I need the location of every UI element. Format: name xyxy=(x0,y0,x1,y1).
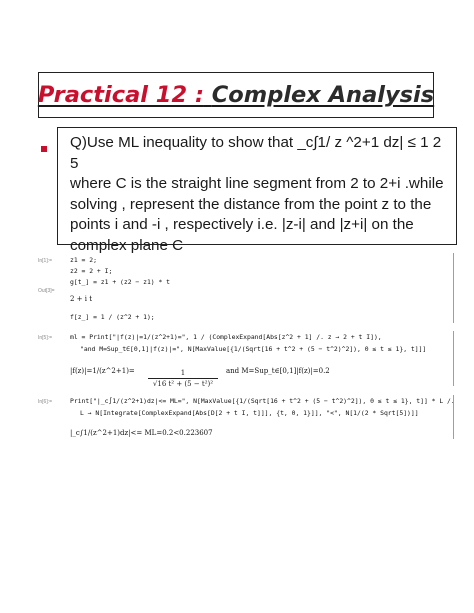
title-practical: Practical 12 : xyxy=(37,82,204,108)
question-box xyxy=(57,127,457,254)
fraction-denominator: √16 t² + (5 − t²)² xyxy=(152,380,214,388)
output-text: and M=Sup_t∈[0,1]|f(z)|=0.2 xyxy=(226,367,330,375)
fraction-bar xyxy=(148,378,218,379)
output-text: |f(z)|=1/(z^2+1)= xyxy=(70,367,135,375)
bullet-icon xyxy=(41,146,47,152)
question-line: complex plane C xyxy=(70,236,184,254)
title-subject: Complex Analysis xyxy=(211,82,435,108)
question-line: where C is the straight line segment from 2 to 2+i .while xyxy=(70,175,444,192)
code-line[interactable]: Print["|_c∫1/(z^2+1)dz|<= ML=", N[MaxValue[{1/(Sqrt[16 + t^2 + (5 − t^2)^2]), 0 ≤ t ≤ 1}, t]] * L /. xyxy=(70,397,455,405)
page-title xyxy=(38,82,434,108)
input-label: In[1]:= xyxy=(38,258,53,264)
code-line[interactable]: ml = Print["|f(z)|=1/(z^2+1)=", 1 / (ComplexExpand[Abs[z^2 + 1] /. z → 2 + t I]), xyxy=(70,333,382,341)
cell-bracket[interactable] xyxy=(450,253,454,323)
code-line[interactable]: z2 = 2 + I; xyxy=(70,267,113,275)
input-label: In[6]:= xyxy=(38,399,53,405)
title-box xyxy=(38,72,434,118)
output-value: 2 + i t xyxy=(70,295,93,303)
code-line[interactable]: g[t_] = z1 + (z2 − z1) * t xyxy=(70,278,171,286)
cell-bracket[interactable] xyxy=(450,331,454,386)
output-label: Out[3]= xyxy=(38,288,55,294)
question-line: solving , represent the distance from the point z to the xyxy=(70,195,432,213)
code-line[interactable]: f[z_] = 1 / (z^2 + 1); xyxy=(70,313,155,321)
input-label: In[5]:= xyxy=(38,335,53,341)
fraction-numerator: 1 xyxy=(180,369,186,377)
code-line[interactable]: L → N[Integrate[ComplexExpand[Abs[D[2 + t I, t]]], {t, 0, 1}]], "<", N[1/(2 * Sqrt[5])]] xyxy=(80,409,419,417)
question-line: Q)Use ML inequality to show that _c∫1/ z ^2+1 dz| ≤ 1 2 5 xyxy=(70,134,442,172)
output-fraction xyxy=(148,369,218,388)
code-line[interactable]: z1 = 2; xyxy=(70,256,97,264)
question-line: points i and -i , respectively i.e. |z-i| and |z+i| on the xyxy=(70,216,414,233)
cell-bracket[interactable] xyxy=(450,395,454,439)
output-value: |_c∫1/(z^2+1)dz|<= ML=0.2<0.223607 xyxy=(70,429,213,437)
code-line[interactable]: "and M=Sup_t∈[0,1]|f(z)|=", N[MaxValue[{1/(Sqrt[16 + t^2 + (5 − t^2)^2]), 0 ≤ t ≤ 1}, t]]] xyxy=(80,345,427,353)
